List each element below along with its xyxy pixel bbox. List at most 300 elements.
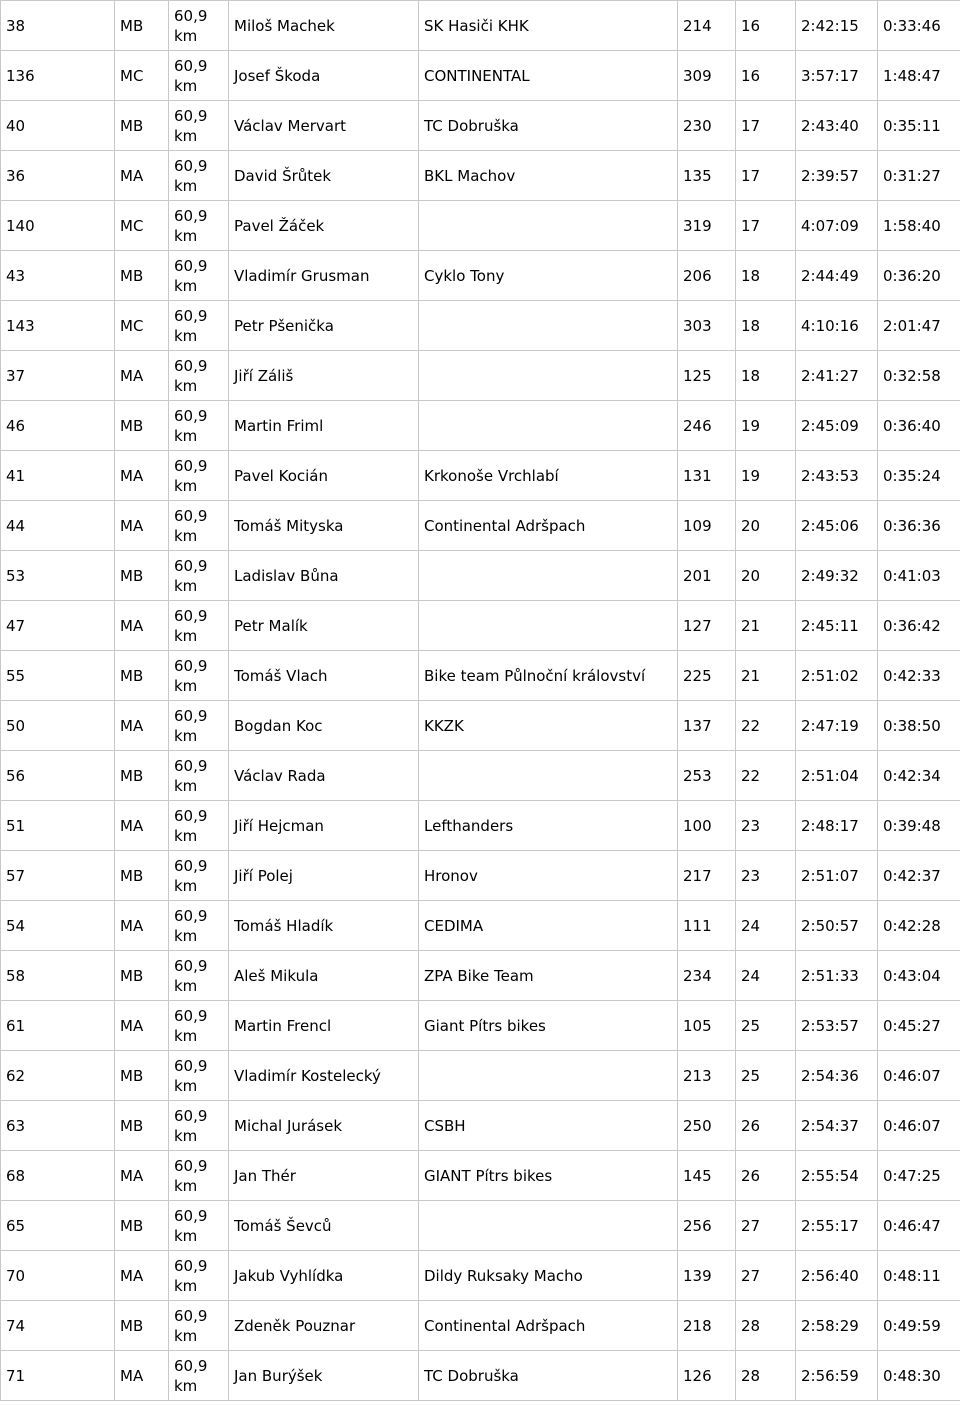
category-cell: MB bbox=[115, 101, 169, 151]
team-cell: Giant Pítrs bikes bbox=[419, 1001, 678, 1051]
team-cell: Hronov bbox=[419, 851, 678, 901]
distance-cell bbox=[169, 651, 229, 701]
team-cell bbox=[419, 301, 678, 351]
category-rank-cell: 20 bbox=[736, 501, 796, 551]
team-cell: Continental Adršpach bbox=[419, 501, 678, 551]
start-number-cell: 109 bbox=[678, 501, 736, 551]
team-cell: CONTINENTAL bbox=[419, 51, 678, 101]
start-number-cell: 225 bbox=[678, 651, 736, 701]
distance-value: 60,9 bbox=[174, 956, 208, 975]
team-cell: TC Dobruška bbox=[419, 101, 678, 151]
finish-time-cell: 2:43:40 bbox=[796, 101, 878, 151]
distance-unit: km bbox=[174, 76, 198, 95]
table-row bbox=[1, 801, 960, 851]
finish-time-cell: 2:51:33 bbox=[796, 951, 878, 1001]
distance-unit: km bbox=[174, 1076, 198, 1095]
time-gap-cell: 0:45:27 bbox=[878, 1001, 960, 1051]
table-row bbox=[1, 1001, 960, 1051]
distance-cell bbox=[169, 51, 229, 101]
category-rank-cell: 26 bbox=[736, 1101, 796, 1151]
distance-unit: km bbox=[174, 326, 198, 345]
distance-value: 60,9 bbox=[174, 1006, 208, 1025]
finish-time-cell: 2:58:29 bbox=[796, 1301, 878, 1351]
team-cell: Bike team Půlnoční království bbox=[419, 651, 678, 701]
rider-name-cell: Pavel Kocián bbox=[229, 451, 419, 501]
place-cell: 58 bbox=[1, 951, 115, 1001]
table-row bbox=[1, 651, 960, 701]
table-row bbox=[1, 401, 960, 451]
distance-cell bbox=[169, 1, 229, 51]
time-gap-cell: 0:36:42 bbox=[878, 601, 960, 651]
time-gap-cell: 0:48:30 bbox=[878, 1351, 960, 1401]
finish-time-cell: 2:55:17 bbox=[796, 1201, 878, 1251]
distance-value: 60,9 bbox=[174, 156, 208, 175]
table-row bbox=[1, 201, 960, 251]
start-number-cell: 125 bbox=[678, 351, 736, 401]
team-cell: BKL Machov bbox=[419, 151, 678, 201]
distance-cell bbox=[169, 201, 229, 251]
distance-cell bbox=[169, 351, 229, 401]
rider-name-cell: Tomáš Vlach bbox=[229, 651, 419, 701]
start-number-cell: 137 bbox=[678, 701, 736, 751]
category-rank-cell: 16 bbox=[736, 51, 796, 101]
distance-cell bbox=[169, 701, 229, 751]
start-number-cell: 319 bbox=[678, 201, 736, 251]
rider-name-cell: Jan Burýšek bbox=[229, 1351, 419, 1401]
category-rank-cell: 17 bbox=[736, 201, 796, 251]
table-row bbox=[1, 751, 960, 801]
place-cell: 70 bbox=[1, 1251, 115, 1301]
distance-value: 60,9 bbox=[174, 1056, 208, 1075]
distance-value: 60,9 bbox=[174, 806, 208, 825]
category-cell: MA bbox=[115, 1151, 169, 1201]
distance-unit: km bbox=[174, 426, 198, 445]
team-cell bbox=[419, 601, 678, 651]
rider-name-cell: Tomáš Hladík bbox=[229, 901, 419, 951]
rider-name-cell: Jiří Záliš bbox=[229, 351, 419, 401]
place-cell: 54 bbox=[1, 901, 115, 951]
distance-value: 60,9 bbox=[174, 606, 208, 625]
category-cell: MB bbox=[115, 1101, 169, 1151]
rider-name-cell: Petr Pšenička bbox=[229, 301, 419, 351]
category-cell: MB bbox=[115, 1301, 169, 1351]
finish-time-cell: 2:42:15 bbox=[796, 1, 878, 51]
place-cell: 43 bbox=[1, 251, 115, 301]
category-rank-cell: 17 bbox=[736, 101, 796, 151]
start-number-cell: 230 bbox=[678, 101, 736, 151]
category-rank-cell: 17 bbox=[736, 151, 796, 201]
category-cell: MB bbox=[115, 851, 169, 901]
category-rank-cell: 24 bbox=[736, 901, 796, 951]
category-cell: MA bbox=[115, 901, 169, 951]
team-cell: KKZK bbox=[419, 701, 678, 751]
place-cell: 38 bbox=[1, 1, 115, 51]
category-cell: MB bbox=[115, 1, 169, 51]
place-cell: 143 bbox=[1, 301, 115, 351]
category-cell: MA bbox=[115, 451, 169, 501]
rider-name-cell: Ladislav Bůna bbox=[229, 551, 419, 601]
start-number-cell: 214 bbox=[678, 1, 736, 51]
distance-cell bbox=[169, 401, 229, 451]
distance-cell bbox=[169, 601, 229, 651]
finish-time-cell: 2:45:09 bbox=[796, 401, 878, 451]
team-cell: CEDIMA bbox=[419, 901, 678, 951]
category-rank-cell: 19 bbox=[736, 401, 796, 451]
start-number-cell: 213 bbox=[678, 1051, 736, 1101]
finish-time-cell: 2:56:40 bbox=[796, 1251, 878, 1301]
team-cell: CSBH bbox=[419, 1101, 678, 1151]
distance-unit: km bbox=[174, 976, 198, 995]
start-number-cell: 135 bbox=[678, 151, 736, 201]
table-row bbox=[1, 1351, 960, 1401]
rider-name-cell: Josef Škoda bbox=[229, 51, 419, 101]
rider-name-cell: Martin Friml bbox=[229, 401, 419, 451]
table-row bbox=[1, 1, 960, 51]
place-cell: 46 bbox=[1, 401, 115, 451]
place-cell: 56 bbox=[1, 751, 115, 801]
start-number-cell: 111 bbox=[678, 901, 736, 951]
distance-value: 60,9 bbox=[174, 256, 208, 275]
time-gap-cell: 0:36:20 bbox=[878, 251, 960, 301]
finish-time-cell: 2:51:02 bbox=[796, 651, 878, 701]
start-number-cell: 256 bbox=[678, 1201, 736, 1251]
distance-unit: km bbox=[174, 1276, 198, 1295]
finish-time-cell: 2:54:36 bbox=[796, 1051, 878, 1101]
table-row bbox=[1, 351, 960, 401]
finish-time-cell: 3:57:17 bbox=[796, 51, 878, 101]
time-gap-cell: 0:33:46 bbox=[878, 1, 960, 51]
team-cell bbox=[419, 751, 678, 801]
start-number-cell: 234 bbox=[678, 951, 736, 1001]
place-cell: 57 bbox=[1, 851, 115, 901]
place-cell: 44 bbox=[1, 501, 115, 551]
category-cell: MA bbox=[115, 151, 169, 201]
distance-cell bbox=[169, 801, 229, 851]
time-gap-cell: 0:32:58 bbox=[878, 351, 960, 401]
distance-unit: km bbox=[174, 126, 198, 145]
start-number-cell: 218 bbox=[678, 1301, 736, 1351]
category-rank-cell: 20 bbox=[736, 551, 796, 601]
distance-value: 60,9 bbox=[174, 1106, 208, 1125]
distance-unit: km bbox=[174, 826, 198, 845]
category-rank-cell: 21 bbox=[736, 601, 796, 651]
place-cell: 47 bbox=[1, 601, 115, 651]
start-number-cell: 127 bbox=[678, 601, 736, 651]
time-gap-cell: 0:42:34 bbox=[878, 751, 960, 801]
distance-unit: km bbox=[174, 376, 198, 395]
place-cell: 140 bbox=[1, 201, 115, 251]
distance-unit: km bbox=[174, 1176, 198, 1195]
team-cell bbox=[419, 201, 678, 251]
category-cell: MB bbox=[115, 951, 169, 1001]
start-number-cell: 246 bbox=[678, 401, 736, 451]
category-cell: MA bbox=[115, 1351, 169, 1401]
time-gap-cell: 0:47:25 bbox=[878, 1151, 960, 1201]
category-cell: MA bbox=[115, 701, 169, 751]
distance-unit: km bbox=[174, 1376, 198, 1395]
rider-name-cell: Jakub Vyhlídka bbox=[229, 1251, 419, 1301]
time-gap-cell: 0:39:48 bbox=[878, 801, 960, 851]
place-cell: 40 bbox=[1, 101, 115, 151]
category-rank-cell: 16 bbox=[736, 1, 796, 51]
distance-unit: km bbox=[174, 1326, 198, 1345]
finish-time-cell: 4:10:16 bbox=[796, 301, 878, 351]
rider-name-cell: Aleš Mikula bbox=[229, 951, 419, 1001]
place-cell: 51 bbox=[1, 801, 115, 851]
category-rank-cell: 28 bbox=[736, 1351, 796, 1401]
distance-cell bbox=[169, 501, 229, 551]
distance-value: 60,9 bbox=[174, 906, 208, 925]
finish-time-cell: 2:41:27 bbox=[796, 351, 878, 401]
distance-unit: km bbox=[174, 876, 198, 895]
time-gap-cell: 0:42:37 bbox=[878, 851, 960, 901]
rider-name-cell: Tomáš Mityska bbox=[229, 501, 419, 551]
time-gap-cell: 1:58:40 bbox=[878, 201, 960, 251]
start-number-cell: 201 bbox=[678, 551, 736, 601]
category-rank-cell: 19 bbox=[736, 451, 796, 501]
distance-cell bbox=[169, 851, 229, 901]
distance-value: 60,9 bbox=[174, 1356, 208, 1375]
distance-cell bbox=[169, 951, 229, 1001]
results-table-body bbox=[1, 1, 960, 1401]
distance-cell bbox=[169, 1051, 229, 1101]
distance-cell bbox=[169, 901, 229, 951]
table-row bbox=[1, 101, 960, 151]
distance-cell bbox=[169, 101, 229, 151]
time-gap-cell: 0:31:27 bbox=[878, 151, 960, 201]
distance-cell bbox=[169, 1301, 229, 1351]
category-cell: MB bbox=[115, 1051, 169, 1101]
table-row bbox=[1, 551, 960, 601]
team-cell: Continental Adršpach bbox=[419, 1301, 678, 1351]
distance-cell bbox=[169, 1251, 229, 1301]
distance-unit: km bbox=[174, 776, 198, 795]
category-rank-cell: 18 bbox=[736, 301, 796, 351]
table-row bbox=[1, 901, 960, 951]
rider-name-cell: Zdeněk Pouznar bbox=[229, 1301, 419, 1351]
start-number-cell: 145 bbox=[678, 1151, 736, 1201]
finish-time-cell: 2:39:57 bbox=[796, 151, 878, 201]
category-rank-cell: 25 bbox=[736, 1001, 796, 1051]
team-cell: SK Hasiči KHK bbox=[419, 1, 678, 51]
start-number-cell: 139 bbox=[678, 1251, 736, 1301]
category-cell: MC bbox=[115, 51, 169, 101]
category-rank-cell: 28 bbox=[736, 1301, 796, 1351]
rider-name-cell: Martin Frencl bbox=[229, 1001, 419, 1051]
rider-name-cell: Jiří Hejcman bbox=[229, 801, 419, 851]
table-row bbox=[1, 1301, 960, 1351]
distance-unit: km bbox=[174, 26, 198, 45]
place-cell: 136 bbox=[1, 51, 115, 101]
category-cell: MC bbox=[115, 301, 169, 351]
category-rank-cell: 23 bbox=[736, 801, 796, 851]
place-cell: 53 bbox=[1, 551, 115, 601]
time-gap-cell: 0:42:28 bbox=[878, 901, 960, 951]
place-cell: 55 bbox=[1, 651, 115, 701]
time-gap-cell: 0:36:40 bbox=[878, 401, 960, 451]
rider-name-cell: Bogdan Koc bbox=[229, 701, 419, 751]
category-cell: MA bbox=[115, 801, 169, 851]
distance-unit: km bbox=[174, 1126, 198, 1145]
distance-cell bbox=[169, 301, 229, 351]
time-gap-cell: 0:35:24 bbox=[878, 451, 960, 501]
distance-cell bbox=[169, 1201, 229, 1251]
place-cell: 71 bbox=[1, 1351, 115, 1401]
time-gap-cell: 0:43:04 bbox=[878, 951, 960, 1001]
time-gap-cell: 1:48:47 bbox=[878, 51, 960, 101]
start-number-cell: 253 bbox=[678, 751, 736, 801]
rider-name-cell: David Šrůtek bbox=[229, 151, 419, 201]
category-cell: MA bbox=[115, 1001, 169, 1051]
category-cell: MA bbox=[115, 351, 169, 401]
distance-value: 60,9 bbox=[174, 556, 208, 575]
team-cell bbox=[419, 401, 678, 451]
rider-name-cell: Jan Thér bbox=[229, 1151, 419, 1201]
distance-unit: km bbox=[174, 476, 198, 495]
distance-unit: km bbox=[174, 176, 198, 195]
table-row bbox=[1, 601, 960, 651]
category-cell: MB bbox=[115, 1201, 169, 1251]
category-rank-cell: 23 bbox=[736, 851, 796, 901]
table-row bbox=[1, 1101, 960, 1151]
distance-cell bbox=[169, 451, 229, 501]
distance-cell bbox=[169, 151, 229, 201]
category-cell: MA bbox=[115, 1251, 169, 1301]
distance-value: 60,9 bbox=[174, 1256, 208, 1275]
distance-value: 60,9 bbox=[174, 656, 208, 675]
distance-value: 60,9 bbox=[174, 1306, 208, 1325]
time-gap-cell: 2:01:47 bbox=[878, 301, 960, 351]
team-cell bbox=[419, 351, 678, 401]
finish-time-cell: 2:44:49 bbox=[796, 251, 878, 301]
finish-time-cell: 2:53:57 bbox=[796, 1001, 878, 1051]
distance-value: 60,9 bbox=[174, 756, 208, 775]
category-cell: MA bbox=[115, 601, 169, 651]
finish-time-cell: 2:51:04 bbox=[796, 751, 878, 801]
rider-name-cell: Vladimír Kostelecký bbox=[229, 1051, 419, 1101]
distance-value: 60,9 bbox=[174, 706, 208, 725]
start-number-cell: 105 bbox=[678, 1001, 736, 1051]
finish-time-cell: 2:49:32 bbox=[796, 551, 878, 601]
category-cell: MB bbox=[115, 551, 169, 601]
team-cell bbox=[419, 551, 678, 601]
table-row bbox=[1, 851, 960, 901]
team-cell: Cyklo Tony bbox=[419, 251, 678, 301]
finish-time-cell: 2:48:17 bbox=[796, 801, 878, 851]
distance-value: 60,9 bbox=[174, 306, 208, 325]
distance-unit: km bbox=[174, 726, 198, 745]
distance-value: 60,9 bbox=[174, 506, 208, 525]
time-gap-cell: 0:48:11 bbox=[878, 1251, 960, 1301]
distance-value: 60,9 bbox=[174, 1156, 208, 1175]
rider-name-cell: Václav Mervart bbox=[229, 101, 419, 151]
start-number-cell: 309 bbox=[678, 51, 736, 101]
category-cell: MB bbox=[115, 751, 169, 801]
distance-value: 60,9 bbox=[174, 456, 208, 475]
distance-value: 60,9 bbox=[174, 406, 208, 425]
distance-value: 60,9 bbox=[174, 856, 208, 875]
category-cell: MA bbox=[115, 501, 169, 551]
category-rank-cell: 21 bbox=[736, 651, 796, 701]
distance-cell bbox=[169, 551, 229, 601]
distance-value: 60,9 bbox=[174, 6, 208, 25]
place-cell: 74 bbox=[1, 1301, 115, 1351]
place-cell: 65 bbox=[1, 1201, 115, 1251]
team-cell: Krkonoše Vrchlabí bbox=[419, 451, 678, 501]
start-number-cell: 250 bbox=[678, 1101, 736, 1151]
place-cell: 68 bbox=[1, 1151, 115, 1201]
distance-value: 60,9 bbox=[174, 106, 208, 125]
start-number-cell: 303 bbox=[678, 301, 736, 351]
distance-unit: km bbox=[174, 576, 198, 595]
time-gap-cell: 0:46:47 bbox=[878, 1201, 960, 1251]
finish-time-cell: 4:07:09 bbox=[796, 201, 878, 251]
time-gap-cell: 0:41:03 bbox=[878, 551, 960, 601]
distance-value: 60,9 bbox=[174, 1206, 208, 1225]
table-row bbox=[1, 151, 960, 201]
distance-value: 60,9 bbox=[174, 356, 208, 375]
rider-name-cell: Michal Jurásek bbox=[229, 1101, 419, 1151]
distance-unit: km bbox=[174, 926, 198, 945]
finish-time-cell: 2:45:06 bbox=[796, 501, 878, 551]
finish-time-cell: 2:47:19 bbox=[796, 701, 878, 751]
rider-name-cell: Jiří Polej bbox=[229, 851, 419, 901]
time-gap-cell: 0:46:07 bbox=[878, 1101, 960, 1151]
start-number-cell: 131 bbox=[678, 451, 736, 501]
category-rank-cell: 27 bbox=[736, 1201, 796, 1251]
table-row bbox=[1, 951, 960, 1001]
category-rank-cell: 24 bbox=[736, 951, 796, 1001]
distance-cell bbox=[169, 1351, 229, 1401]
distance-unit: km bbox=[174, 1226, 198, 1245]
time-gap-cell: 0:46:07 bbox=[878, 1051, 960, 1101]
category-rank-cell: 22 bbox=[736, 701, 796, 751]
rider-name-cell: Vladimír Grusman bbox=[229, 251, 419, 301]
distance-value: 60,9 bbox=[174, 56, 208, 75]
start-number-cell: 100 bbox=[678, 801, 736, 851]
table-row bbox=[1, 701, 960, 751]
table-row bbox=[1, 1051, 960, 1101]
table-row bbox=[1, 251, 960, 301]
team-cell: GIANT Pítrs bikes bbox=[419, 1151, 678, 1201]
table-row bbox=[1, 501, 960, 551]
rider-name-cell: Miloš Machek bbox=[229, 1, 419, 51]
finish-time-cell: 2:55:54 bbox=[796, 1151, 878, 1201]
finish-time-cell: 2:54:37 bbox=[796, 1101, 878, 1151]
time-gap-cell: 0:38:50 bbox=[878, 701, 960, 751]
team-cell bbox=[419, 1201, 678, 1251]
time-gap-cell: 0:42:33 bbox=[878, 651, 960, 701]
team-cell: Dildy Ruksaky Macho bbox=[419, 1251, 678, 1301]
start-number-cell: 126 bbox=[678, 1351, 736, 1401]
finish-time-cell: 2:45:11 bbox=[796, 601, 878, 651]
start-number-cell: 217 bbox=[678, 851, 736, 901]
place-cell: 50 bbox=[1, 701, 115, 751]
finish-time-cell: 2:50:57 bbox=[796, 901, 878, 951]
table-row bbox=[1, 1251, 960, 1301]
time-gap-cell: 0:49:59 bbox=[878, 1301, 960, 1351]
category-cell: MB bbox=[115, 251, 169, 301]
table-row bbox=[1, 451, 960, 501]
category-rank-cell: 18 bbox=[736, 351, 796, 401]
distance-value: 60,9 bbox=[174, 206, 208, 225]
category-rank-cell: 22 bbox=[736, 751, 796, 801]
distance-unit: km bbox=[174, 1026, 198, 1045]
place-cell: 37 bbox=[1, 351, 115, 401]
distance-cell bbox=[169, 1001, 229, 1051]
place-cell: 61 bbox=[1, 1001, 115, 1051]
distance-unit: km bbox=[174, 226, 198, 245]
